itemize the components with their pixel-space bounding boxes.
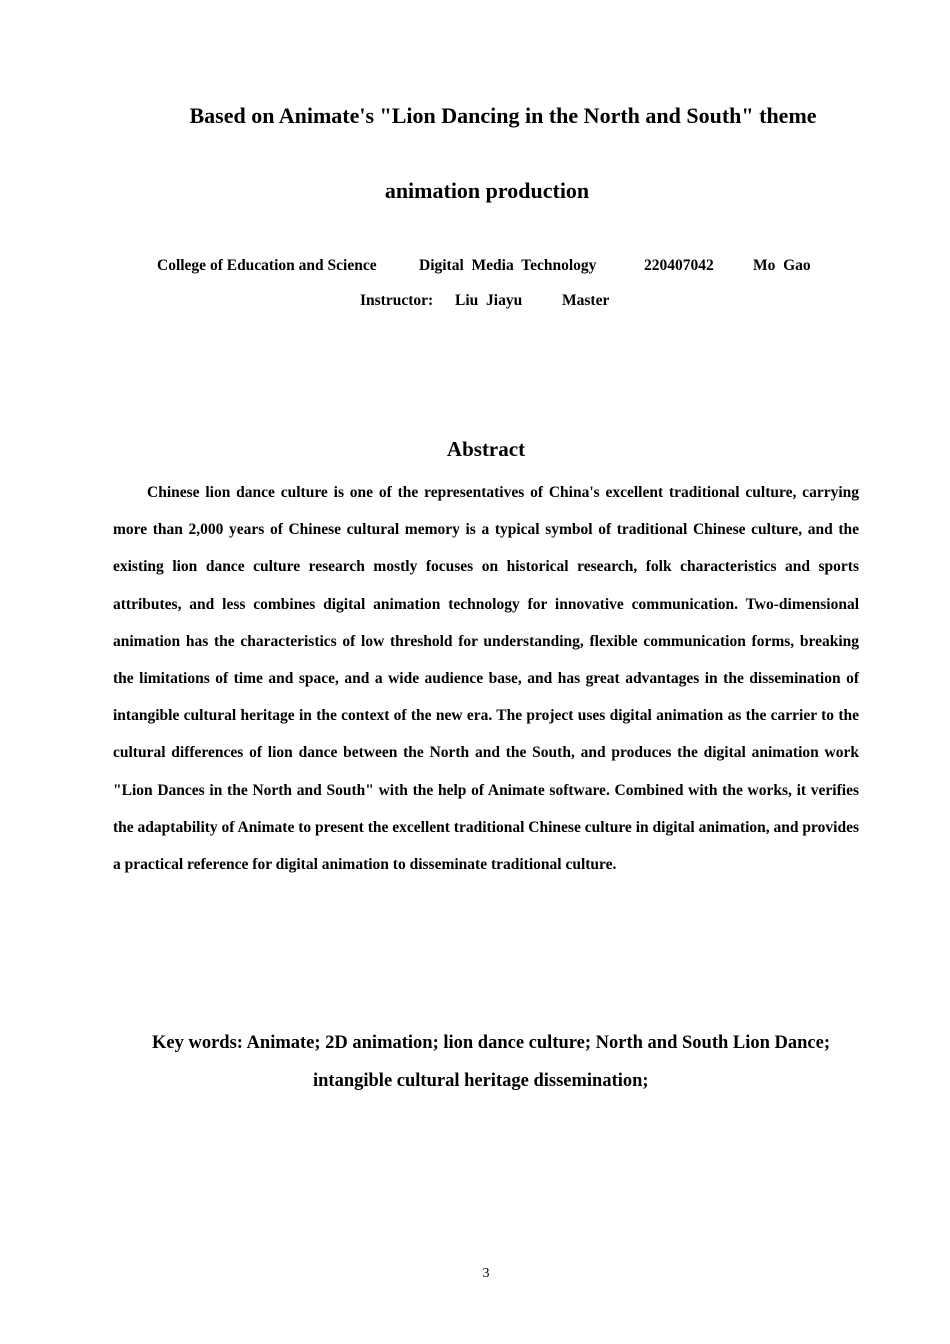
author-name: Mo Gao	[753, 257, 811, 274]
major-name: Digital Media Technology	[419, 257, 597, 274]
paper-title-line-1: Based on Animate's "Lion Dancing in the North and South" theme	[189, 103, 817, 128]
paper-title-line-2: animation production	[384, 178, 590, 203]
instructor-info-line	[0, 291, 950, 371]
keywords-line-1: Key words: Animate; 2D animation; lion dance culture; North and South Lion Dance;	[152, 1033, 831, 1053]
keywords-line-2: intangible cultural heritage dissemination;	[313, 1071, 649, 1091]
student-id: 220407042	[644, 257, 714, 274]
instructor-label: Instructor:	[360, 292, 434, 309]
abstract-body: Chinese lion dance culture is one of the representatives of China's excellent traditional culture, carrying more than 2,000 years of Chinese cultural memory is a typical symbol of traditional Chinese culture, and the existing lion dance culture research mostly focuses on historical research, folk characteristics and sports attributes, and less combines digital animation technology for innovative communication. Two-dimensional animation has the characteristics of low threshold for understanding, flexible communication forms, breaking the limitations of time and space, and a wide audience base, and has great advantages in the dissemination of intangible cultural heritage in the context of the new era. The project uses digital animation as the carrier to the cultural differences of lion dance between the North and the South, and produces the digital animation work "Lion Dances in the North and South" with the help of Animate software. Combined with the works, it verifies the adaptability of Animate to present the excellent traditional Chinese culture in digital animation, and provides a practical reference for digital animation to disseminate traditional culture.	[113, 484, 859, 874]
college-name: College of Education and Science	[157, 257, 377, 274]
instructor-name: Liu Jiayu	[455, 292, 523, 309]
abstract-heading: Abstract	[446, 437, 526, 461]
instructor-title: Master	[562, 292, 610, 309]
page-number: 3	[482, 1266, 490, 1281]
